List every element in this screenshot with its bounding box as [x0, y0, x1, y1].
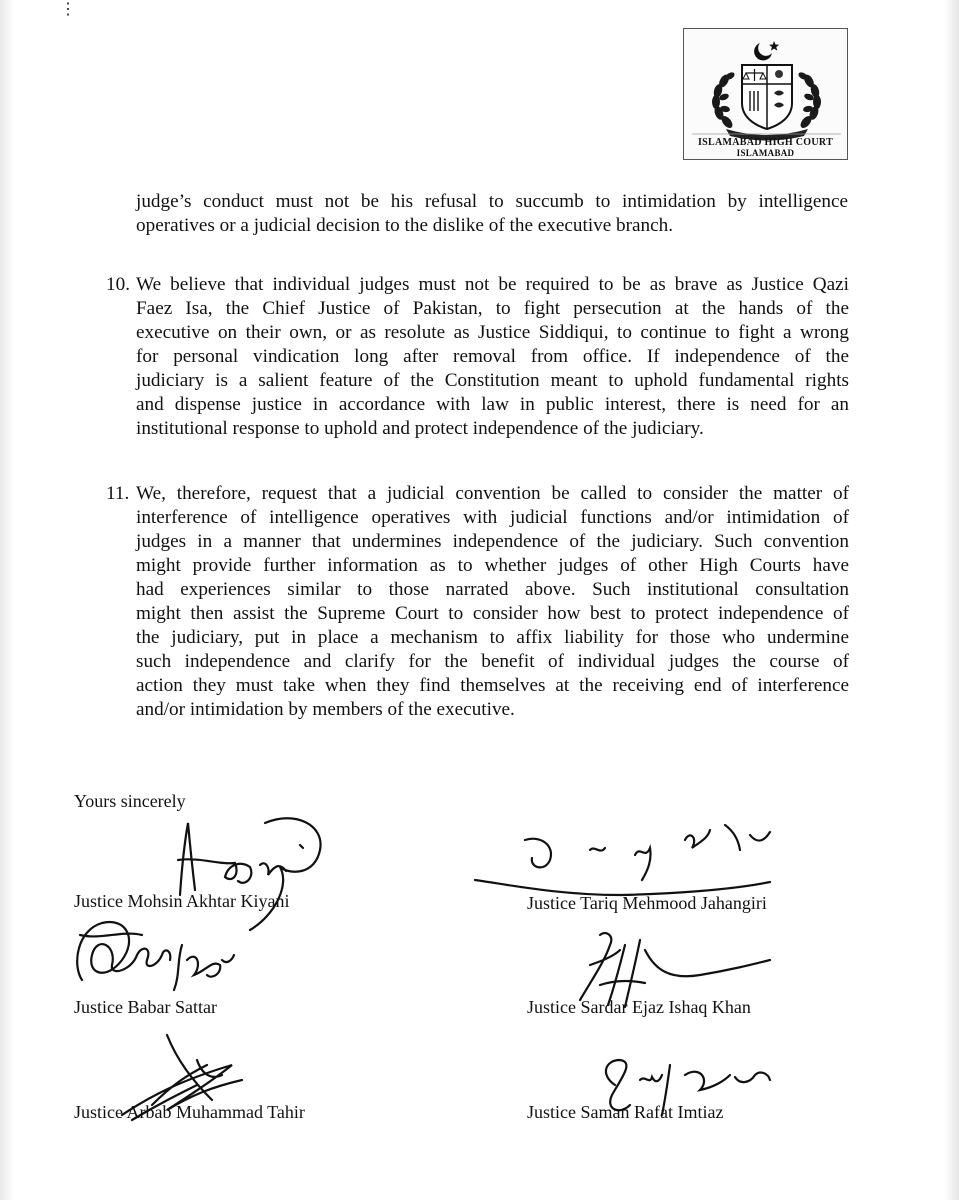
text-line: interference of intelligence operatives with judicial functions and/or intimidation of: [136, 507, 849, 528]
text-line: might provide further information as to whether judges of other High Courts have: [136, 555, 849, 576]
text-line: operatives or a judicial decision to the dislike of the executive branch.: [136, 215, 674, 236]
seal-caption-line2: ISLAMABAD: [736, 148, 795, 158]
text-line: the judiciary, put in place a mechanism to affix liability for those who undermine: [136, 627, 849, 648]
text-line: and dispense justice in accordance with law in public interest, there is need for an: [136, 394, 849, 415]
text-line: We believe that individual judges must not be required to be as brave as Justice Qazi: [136, 274, 849, 295]
page-corner-mark: ⋮: [60, 1, 76, 18]
signatory-name: Justice Saman Rafat Imtiaz: [527, 1102, 724, 1122]
text-line: We, therefore, request that a judicial convention be called to consider the matter of: [136, 483, 849, 504]
closing-salutation: Yours sincerely: [74, 791, 186, 811]
text-line: action they must take when they find themselves at the receiving end of interference: [136, 675, 849, 696]
signatory-name: Justice Babar Sattar: [74, 997, 217, 1017]
text-line: judge’s conduct must not be his refusal to succumb to intimidation by intelligence: [136, 191, 848, 212]
signature-mark: [140, 805, 340, 935]
signatory-name: Justice Arbab Muhammad Tahir: [74, 1102, 305, 1122]
paragraph-11: [136, 482, 849, 722]
text-line: institutional response to uphold and protect independence of the judiciary.: [136, 418, 704, 439]
paragraph-number: 11.: [106, 483, 130, 504]
signatory-name: Justice Tariq Mehmood Jahangiri: [527, 893, 767, 913]
paragraph-10: [136, 273, 849, 441]
text-line: judiciary is a salient feature of the Constitution meant to uphold fundamental rights: [136, 370, 849, 391]
signatory-name: Justice Mohsin Akhtar Kiyani: [74, 891, 290, 911]
text-line: had experiences similar to those narrated above. Such institutional consultation: [136, 579, 849, 600]
text-line: such independence and clarify for the benefit of individual judges the course of: [136, 651, 849, 672]
paragraph-number: 10.: [106, 274, 130, 295]
court-seal: [683, 28, 848, 160]
text-line: Faez Isa, the Chief Justice of Pakistan, to fight persecution at the hands of the: [136, 298, 849, 319]
text-line: executive on their own, or as resolute as Justice Siddiqui, to continue to fight a wrong: [136, 322, 849, 343]
signatory-name: Justice Sardar Ejaz Ishaq Khan: [527, 997, 751, 1017]
seal-caption-line1: ISLAMABAD HIGH COURT: [697, 137, 834, 148]
text-line: judges in a manner that undermines independence of the judiciary. Such convention: [136, 531, 849, 552]
text-line: and/or intimidation by members of the executive.: [136, 699, 515, 720]
text-line: for personal vindication long after removal from office. If independence of the: [136, 346, 849, 367]
paragraph-continuation: [136, 190, 848, 238]
text-line: might then assist the Supreme Court to consider how best to protect independence of: [136, 603, 849, 624]
